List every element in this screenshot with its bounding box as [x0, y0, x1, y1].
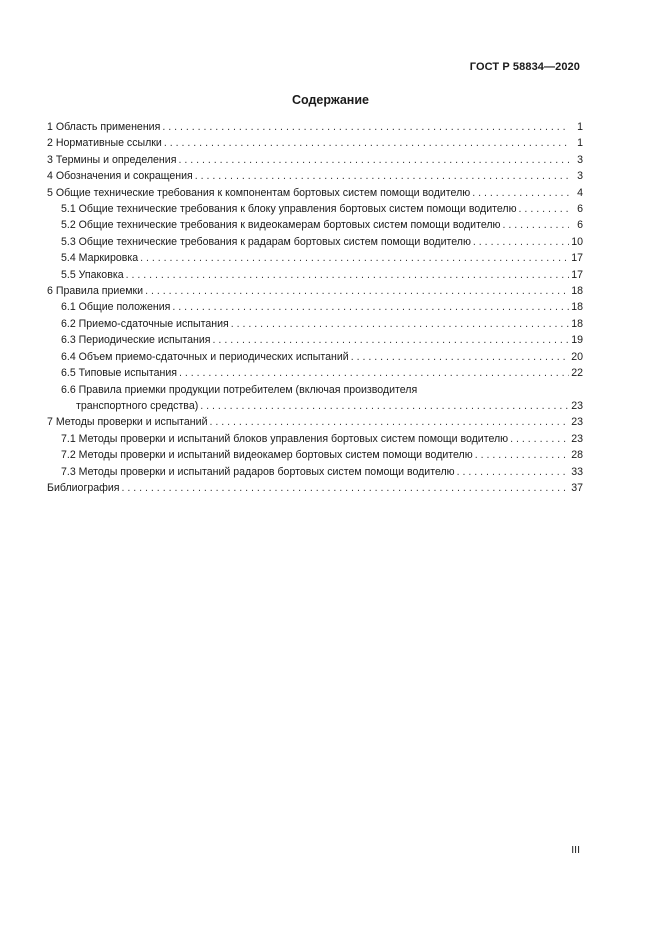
toc-entry-page: 18	[571, 317, 583, 330]
dot-leader	[472, 185, 569, 201]
toc-entry-text: 6.3 Периодические испытания	[61, 334, 211, 347]
toc-entry-page: 17	[571, 268, 583, 281]
toc-entry-page: 6	[577, 219, 583, 232]
toc-entry-page: 1	[577, 121, 583, 133]
table-of-contents	[47, 119, 583, 496]
toc-entry-text: 5 Общие технические требования к компонентам бортовых систем помощи водителю	[47, 186, 471, 199]
toc-entry-6-2[interactable]	[47, 316, 583, 332]
toc-entry-6-1[interactable]	[47, 299, 583, 315]
toc-entry-4[interactable]	[47, 168, 583, 184]
dot-leader	[475, 447, 569, 463]
dot-leader	[140, 250, 569, 266]
dot-leader	[503, 217, 570, 233]
toc-entry-2[interactable]	[47, 135, 583, 151]
toc-entry-text: Библиография	[47, 481, 120, 494]
dot-leader	[231, 316, 569, 332]
dot-leader	[121, 480, 569, 496]
toc-entry-text: 7.3 Методы проверки и испытаний радаров бортовых систем помощи водителю	[61, 465, 455, 478]
toc-entry-page: 18	[571, 301, 583, 314]
toc-entry-text: 6.4 Объем приемо-сдаточных и периодических испытаний	[61, 350, 349, 363]
dot-leader	[457, 464, 569, 480]
toc-entry-text: 5.4 Маркировка	[61, 252, 139, 265]
dot-leader	[145, 283, 569, 299]
toc-entry-page: 33	[571, 465, 583, 478]
toc-entry-page: 22	[571, 367, 583, 380]
toc-entry-6-5[interactable]	[47, 365, 583, 381]
document-code: ГОСТ Р 58834—2020	[469, 61, 580, 73]
toc-entry-page: 23	[571, 416, 583, 429]
dot-leader	[179, 365, 569, 381]
toc-entry-text: 6.2 Приемо-сдаточные испытания	[61, 317, 229, 330]
toc-entry-text: 4 Обозначения и сокращения	[47, 170, 193, 183]
toc-entry-5-5[interactable]	[47, 267, 583, 283]
dot-leader	[195, 168, 569, 184]
toc-entry-text-continued: транспортного средства)	[76, 399, 199, 412]
toc-entry-5[interactable]	[47, 185, 583, 201]
toc-entry-text: 6 Правила приемки	[47, 285, 144, 298]
toc-entry-6[interactable]	[47, 283, 583, 299]
toc-entry-text: 5.3 Общие технические требования к радарам бортовых систем помощи водителю	[61, 235, 471, 248]
toc-entry-5-3[interactable]	[47, 234, 583, 250]
toc-entry-page: 17	[571, 252, 583, 265]
toc-entry-5-2[interactable]	[47, 217, 583, 233]
dot-leader	[351, 349, 569, 365]
toc-entry-text: 5.5 Упаковка	[61, 268, 124, 281]
toc-entry-1[interactable]	[47, 119, 583, 135]
toc-entry-text: 6.5 Типовые испытания	[61, 367, 177, 380]
toc-entry-text: 5.1 Общие технические требования к блоку управления бортовых систем помощи водителю	[61, 203, 517, 216]
toc-entry-text: 7 Методы проверки и испытаний	[47, 416, 208, 429]
dot-leader	[162, 119, 569, 135]
dot-leader	[164, 135, 569, 151]
toc-entry-text: 6.1 Общие положения	[61, 301, 171, 314]
toc-entry-page: 10	[571, 235, 583, 248]
toc-entry-7[interactable]	[47, 414, 583, 430]
toc-entry-text: 7.2 Методы проверки и испытаний видеокамер бортовых систем помощи водителю	[61, 449, 473, 462]
toc-entry-text: 3 Термины и определения	[47, 153, 177, 166]
dot-leader	[200, 398, 569, 414]
toc-entry-7-2[interactable]	[47, 447, 583, 463]
dot-leader	[178, 152, 569, 168]
toc-entry-text: 6.6 Правила приемки продукции потребителем (включая производителя	[61, 383, 418, 396]
dot-leader	[473, 234, 569, 250]
toc-entry-3[interactable]	[47, 152, 583, 168]
toc-entry-text: 2 Нормативные ссылки	[47, 137, 162, 150]
toc-entry-7-1[interactable]	[47, 431, 583, 447]
toc-entry-5-1[interactable]	[47, 201, 583, 217]
dot-leader	[126, 267, 569, 283]
dot-leader	[172, 299, 569, 315]
toc-entry-page: 20	[571, 350, 583, 363]
toc-entry-text: 7.1 Методы проверки и испытаний блоков управления бортовых систем помощи водителю	[61, 432, 509, 445]
toc-entry-page: 1	[577, 137, 583, 150]
toc-entry-6-3[interactable]	[47, 332, 583, 348]
toc-entry-bibliography[interactable]	[47, 480, 583, 496]
toc-entry-6-4[interactable]	[47, 349, 583, 365]
dot-leader	[213, 332, 569, 348]
toc-entry-5-4[interactable]	[47, 250, 583, 266]
toc-entry-page: 37	[571, 481, 583, 494]
toc-entry-page: 19	[571, 334, 583, 347]
toc-entry-6-6[interactable]	[47, 382, 583, 415]
dot-leader	[210, 414, 570, 430]
toc-entry-page: 6	[577, 203, 583, 216]
toc-entry-page: 3	[577, 170, 583, 183]
toc-entry-page: 23	[571, 399, 583, 412]
toc-entry-text: 5.2 Общие технические требования к видеокамерам бортовых систем помощи водителю	[61, 219, 501, 232]
toc-entry-page: 28	[571, 449, 583, 462]
toc-title: Содержание	[291, 93, 369, 107]
toc-entry-page: 3	[577, 153, 583, 166]
toc-entry-7-3[interactable]	[47, 464, 583, 480]
page-number: III	[571, 844, 580, 856]
toc-entry-page: 18	[571, 285, 583, 298]
toc-entry-page: 4	[577, 186, 583, 199]
toc-entry-text: 1 Область применения	[47, 121, 161, 133]
toc-entry-page: 23	[571, 432, 583, 445]
dot-leader	[510, 431, 569, 447]
dot-leader	[519, 201, 569, 217]
